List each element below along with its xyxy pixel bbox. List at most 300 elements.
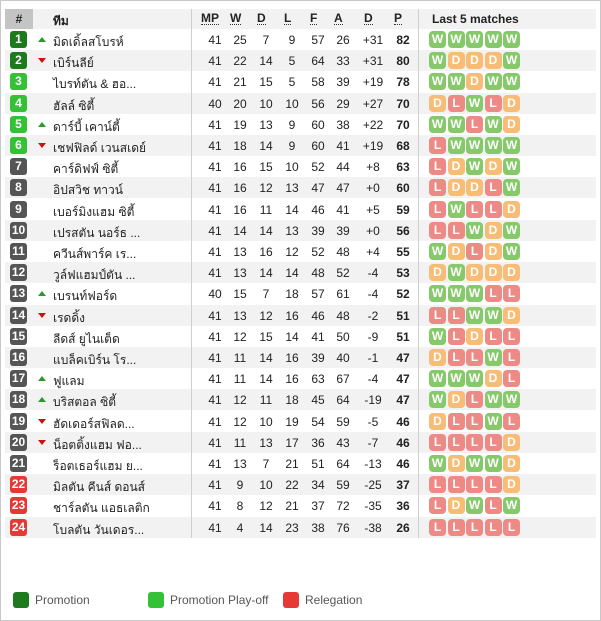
form-result[interactable]: L [485,434,502,451]
form-result[interactable]: D [466,52,483,69]
cell-f: 51 [311,457,325,471]
cell-f: 60 [311,117,325,132]
team-name[interactable]: ชาร์ลตัน แอธเลติก [53,501,150,516]
form-result[interactable]: L [485,328,502,345]
cell-a: 38 [336,117,350,132]
team-name[interactable]: มิลตัน คีนส์ ดอนส์ [53,480,146,495]
form-result[interactable]: W [429,328,446,345]
cell-l: 9 [288,139,296,153]
header-gd[interactable]: D [364,11,373,25]
form-result[interactable]: D [503,434,520,451]
cell-d: 14 [259,520,273,535]
form-result[interactable]: W [429,370,446,387]
form-result[interactable]: D [485,264,502,281]
cell-mp: 41 [208,75,222,90]
form-result[interactable]: L [485,201,502,218]
form-result[interactable]: D [503,116,520,133]
form-result[interactable]: D [429,413,446,430]
table-row[interactable] [5,474,596,495]
cell-gd: -9 [367,329,379,344]
cell-gd: +19 [362,75,384,90]
form-result[interactable]: W [485,116,502,133]
cell-w: 9 [236,478,244,493]
form-result[interactable]: L [429,519,446,536]
cell-gd: -4 [367,287,379,302]
form-result[interactable]: W [503,222,520,239]
form-result[interactable]: L [503,328,520,345]
form-result[interactable]: D [503,264,520,281]
form-result[interactable]: L [485,285,502,302]
cell-mp: 41 [208,499,222,514]
form-result[interactable]: W [503,31,520,48]
cell-f: 56 [311,96,325,111]
cell-mp: 41 [208,520,222,535]
form-result[interactable]: L [466,201,483,218]
header-l[interactable]: L [284,11,292,25]
cell-d: 10 [259,414,273,429]
rank-badge: 5 [10,116,27,133]
cell-w: 13 [233,245,247,259]
form-result[interactable]: W [448,137,465,154]
rank-badge: 4 [10,95,27,112]
form-guide [429,307,520,324]
cell-l: 14 [285,266,299,281]
cell-d: 10 [259,478,273,493]
cell-w: 22 [233,54,247,69]
header-d[interactable]: D [257,11,266,25]
cell-f: 60 [311,139,325,153]
cell-gd: +27 [362,96,384,111]
table-row[interactable] [5,495,596,516]
form-result[interactable]: W [466,222,483,239]
rank-badge: 18 [11,392,26,407]
form-result[interactable]: W [503,137,520,154]
cell-f: 64 [311,54,325,69]
table-row[interactable] [5,453,596,474]
header-a[interactable]: A [334,11,343,25]
cell-gd: -4 [367,372,379,387]
form-result[interactable]: L [448,307,465,324]
team-name[interactable]: ไบรท์ตัน & ฮอ... [53,77,137,92]
table-row[interactable] [5,283,596,304]
form-result[interactable]: L [448,95,465,112]
table-row[interactable] [5,50,596,71]
cell-l: 14 [285,329,299,344]
form-result[interactable]: W [429,285,446,302]
form-result[interactable]: L [485,179,502,196]
form-result[interactable]: D [503,95,520,112]
cell-gd: -38 [364,520,382,535]
header-p[interactable]: P [394,11,403,25]
form-result[interactable]: W [429,116,446,133]
form-result[interactable]: W [466,455,483,472]
form-result[interactable]: L [429,434,446,451]
legend-label: Relegation [305,593,363,607]
header-team: ทีม [53,14,69,28]
table-row[interactable] [5,177,596,198]
table-row[interactable] [5,347,596,368]
header-rank: # [5,9,33,29]
team-name[interactable]: เบอร์มิงแฮม ซิตี้ [53,204,135,219]
form-result[interactable]: L [466,519,483,536]
team-name[interactable]: คาร์ดิฟฟ์ ซิตี้ [53,162,119,177]
cell-gd: -5 [367,414,379,429]
form-result[interactable]: W [429,455,446,472]
team-name[interactable]: ฮัลล์ ซิตี้ [53,98,95,113]
table-row[interactable] [5,241,596,262]
rank-badge: 10 [11,222,26,237]
form-result[interactable]: L [485,476,502,493]
team-name[interactable]: ร็อตเธอร์แฮม ย... [53,459,143,473]
form-result[interactable]: D [485,243,502,260]
table-row[interactable] [5,262,596,283]
cell-a: 61 [336,287,350,302]
rank-badge: 7 [10,158,27,175]
cell-d: 7 [262,457,270,471]
form-guide [429,285,520,302]
form-result[interactable]: W [448,116,465,133]
team-name[interactable]: ฮัดเดอร์สฟิลด... [53,416,135,431]
cell-a: 72 [336,499,350,514]
cell-p: 82 [396,33,410,47]
form-result[interactable]: L [429,179,446,196]
form-guide [429,349,520,366]
team-name[interactable]: ควีนส์พาร์ค เร... [53,247,137,261]
table-row[interactable] [5,29,596,50]
team-name[interactable]: ลีดส์ ยูไนเต็ด [53,331,120,346]
form-result[interactable]: W [503,243,520,260]
team-name[interactable]: บริสตอล ซิตี้ [53,395,117,410]
team-name[interactable]: โบลตัน วันเดอร... [53,522,145,537]
rank-badge: 20 [11,434,26,449]
form-result[interactable]: D [466,179,483,196]
form-result[interactable]: D [448,179,465,196]
cell-d: 12 [259,499,273,514]
form-result[interactable]: D [448,455,465,472]
cell-d: 15 [259,75,273,90]
rank-badge: 13 [11,286,26,301]
form-result[interactable]: D [503,201,520,218]
cell-p: 55 [396,245,410,259]
form-result[interactable]: W [429,243,446,260]
cell-gd: +31 [362,33,384,47]
header-w[interactable]: W [230,11,242,25]
cell-d: 10 [259,96,273,111]
form-result[interactable]: L [503,349,520,366]
table-row[interactable] [5,135,596,156]
header-form: Last 5 matches [432,12,519,26]
cell-a: 52 [336,266,350,281]
form-result[interactable]: L [485,497,502,514]
form-guide [429,95,520,112]
form-result[interactable]: D [485,222,502,239]
form-result[interactable]: L [503,285,520,302]
form-result[interactable]: D [466,73,483,90]
form-result[interactable]: L [448,519,465,536]
form-result[interactable]: W [466,95,483,112]
form-result[interactable]: W [448,370,465,387]
cell-p: 80 [396,54,410,69]
cell-a: 48 [336,245,350,259]
cell-w: 12 [233,414,247,429]
cell-d: 13 [259,435,273,450]
form-result[interactable]: L [466,413,483,430]
cell-w: 16 [233,160,247,175]
header-mp[interactable]: MP [201,11,219,25]
form-guide [429,116,520,133]
cell-w: 11 [233,372,247,387]
form-result[interactable]: L [503,519,520,536]
rank-badge: 6 [10,137,27,154]
cell-f: 34 [311,478,325,493]
form-result[interactable]: D [466,328,483,345]
cell-mp: 41 [208,457,222,471]
form-result[interactable]: L [429,158,446,175]
header-f[interactable]: F [310,11,318,25]
cell-w: 25 [233,33,247,47]
form-result[interactable]: L [466,243,483,260]
cell-l: 17 [285,435,299,450]
form-result[interactable]: L [448,476,465,493]
form-result[interactable]: D [503,476,520,493]
team-name[interactable]: ฟูแลม [53,374,85,389]
cell-p: 46 [396,414,410,429]
form-result[interactable]: W [448,73,465,90]
column-divider [418,9,419,538]
form-result[interactable]: W [503,391,520,408]
form-result[interactable]: W [485,307,502,324]
table-row[interactable] [5,114,596,135]
team-name[interactable]: วูล์ฟแฮมป์ตัน ... [53,268,136,283]
rank-badge: 22 [11,477,26,492]
form-result[interactable]: W [485,73,502,90]
form-result[interactable]: W [448,201,465,218]
cell-d: 11 [259,393,273,408]
legend-label: Promotion Play-off [170,593,269,607]
form-result[interactable]: W [466,31,483,48]
table-row[interactable] [5,156,596,177]
form-result[interactable]: D [448,391,465,408]
rank-badge: 2 [10,52,27,69]
form-result[interactable]: D [429,95,446,112]
form-result[interactable]: W [429,73,446,90]
cell-w: 11 [233,351,247,365]
cell-w: 18 [233,139,247,153]
table-row[interactable] [5,199,596,220]
cell-p: 60 [396,181,410,196]
cell-mp: 41 [208,139,222,153]
cell-mp: 41 [208,435,222,450]
form-result[interactable]: W [429,391,446,408]
form-result[interactable]: W [448,285,465,302]
trend-up-icon [38,376,46,381]
cell-f: 58 [311,75,325,90]
form-guide [429,328,520,345]
form-result[interactable]: L [429,476,446,493]
table-row[interactable] [5,93,596,114]
form-result[interactable]: L [448,413,465,430]
cell-f: 37 [311,499,325,514]
team-name[interactable]: น็อตติ้งแฮม ฟอ... [53,437,142,452]
form-result[interactable]: L [485,95,502,112]
form-result[interactable]: D [485,52,502,69]
form-result[interactable]: D [448,497,465,514]
team-name[interactable]: แบล็คเบิร์น โร... [53,353,137,367]
team-name[interactable]: เบิร์นลีย์ [53,56,94,71]
cell-f: 41 [311,329,325,344]
form-guide [429,391,520,408]
table-row[interactable] [5,220,596,241]
cell-w: 14 [233,223,247,238]
form-result[interactable]: L [448,349,465,366]
cell-gd: -7 [367,435,379,450]
form-result[interactable]: L [448,328,465,345]
form-result[interactable]: W [485,455,502,472]
form-result[interactable]: W [466,158,483,175]
team-name[interactable]: เบรนท์ฟอร์ด [53,289,118,304]
form-result[interactable]: W [466,370,483,387]
cell-l: 5 [288,54,296,69]
form-guide [429,519,520,536]
form-result[interactable]: D [485,158,502,175]
form-result[interactable]: L [429,222,446,239]
form-result[interactable]: L [448,434,465,451]
form-result[interactable]: W [503,497,520,514]
team-name[interactable]: ดาร์บี้ เคาน์ตี้ [53,119,120,134]
form-guide [429,158,520,175]
form-result[interactable]: W [485,137,502,154]
form-result[interactable]: L [485,519,502,536]
cell-p: 63 [396,160,410,175]
form-result[interactable]: W [429,52,446,69]
table-row[interactable] [5,389,596,410]
form-result[interactable]: L [429,137,446,154]
form-result[interactable]: L [429,201,446,218]
cell-p: 47 [396,372,410,387]
cell-d: 15 [259,160,273,175]
cell-a: 48 [336,308,350,323]
cell-d: 11 [259,202,273,217]
form-result[interactable]: W [466,497,483,514]
cell-f: 45 [311,393,325,408]
cell-f: 36 [311,435,325,450]
trend-up-icon [38,122,46,127]
table-row[interactable] [5,517,596,538]
form-guide [429,243,520,260]
form-result[interactable]: L [448,222,465,239]
form-result[interactable]: W [448,31,465,48]
table-row[interactable] [5,305,596,326]
form-result[interactable]: L [503,370,520,387]
cell-mp: 41 [208,329,222,344]
form-result[interactable]: W [503,52,520,69]
cell-w: 4 [236,520,244,535]
form-result[interactable]: D [466,264,483,281]
form-result[interactable]: W [485,391,502,408]
cell-gd: +19 [362,139,384,153]
team-name[interactable]: เปรสตัน นอร์ธ ... [53,225,141,240]
form-result[interactable]: W [466,307,483,324]
cell-d: 7 [262,33,270,47]
form-result[interactable]: L [466,116,483,133]
cell-a: 47 [336,181,350,196]
form-result[interactable]: W [503,179,520,196]
form-guide [429,31,520,48]
form-result[interactable]: L [429,307,446,324]
form-result[interactable]: D [429,264,446,281]
cell-l: 10 [285,96,299,111]
form-result[interactable]: D [448,243,465,260]
table-row[interactable] [5,411,596,432]
team-name[interactable]: อิปสวิช ทาวน์ [53,183,123,198]
form-result[interactable]: L [503,413,520,430]
form-result[interactable]: L [429,497,446,514]
form-guide [429,370,520,387]
rank-badge: 9 [10,201,27,218]
cell-mp: 41 [208,478,222,493]
team-name[interactable]: เรดดิ้ง [53,310,85,325]
cell-a: 39 [336,223,350,238]
form-result[interactable]: L [466,349,483,366]
trend-up-icon [38,397,46,402]
table-row[interactable] [5,368,596,389]
form-result[interactable]: D [448,52,465,69]
table-row[interactable] [5,71,596,92]
cell-a: 33 [336,54,350,69]
cell-d: 14 [259,139,273,153]
form-result[interactable]: D [429,349,446,366]
form-result[interactable]: D [485,370,502,387]
cell-w: 15 [233,287,247,302]
form-result[interactable]: D [503,455,520,472]
cell-gd: -35 [364,499,382,514]
form-result[interactable]: W [448,264,465,281]
form-result[interactable]: L [466,391,483,408]
form-result[interactable]: W [466,137,483,154]
form-result[interactable]: W [429,31,446,48]
cell-w: 13 [233,266,247,281]
cell-a: 50 [336,329,350,344]
team-name[interactable]: เชฟฟิลด์ เวนสเดย์ [53,141,147,155]
rank-badge: 24 [11,519,26,534]
cell-gd: +0 [366,223,380,238]
cell-l: 23 [285,520,299,535]
form-result[interactable]: W [485,31,502,48]
form-result[interactable]: W [466,285,483,302]
team-name[interactable]: มิดเดิ้ลสโบรห์ [53,35,124,49]
form-result[interactable]: D [448,158,465,175]
form-result[interactable]: W [485,349,502,366]
form-result[interactable]: W [485,413,502,430]
cell-a: 64 [336,393,350,408]
form-result[interactable]: L [466,434,483,451]
form-result[interactable]: L [466,476,483,493]
form-result[interactable]: W [503,73,520,90]
trend-down-icon [38,419,46,424]
rank-badge: 14 [11,307,26,322]
table-row[interactable] [5,432,596,453]
cell-a: 41 [336,139,350,153]
cell-gd: +4 [366,245,380,259]
table-row[interactable] [5,326,596,347]
form-result[interactable]: W [503,158,520,175]
cell-p: 36 [396,499,410,514]
form-result[interactable]: D [503,307,520,324]
cell-l: 14 [285,202,299,217]
cell-p: 59 [396,202,410,217]
cell-mp: 41 [208,245,222,259]
cell-d: 14 [259,223,273,238]
